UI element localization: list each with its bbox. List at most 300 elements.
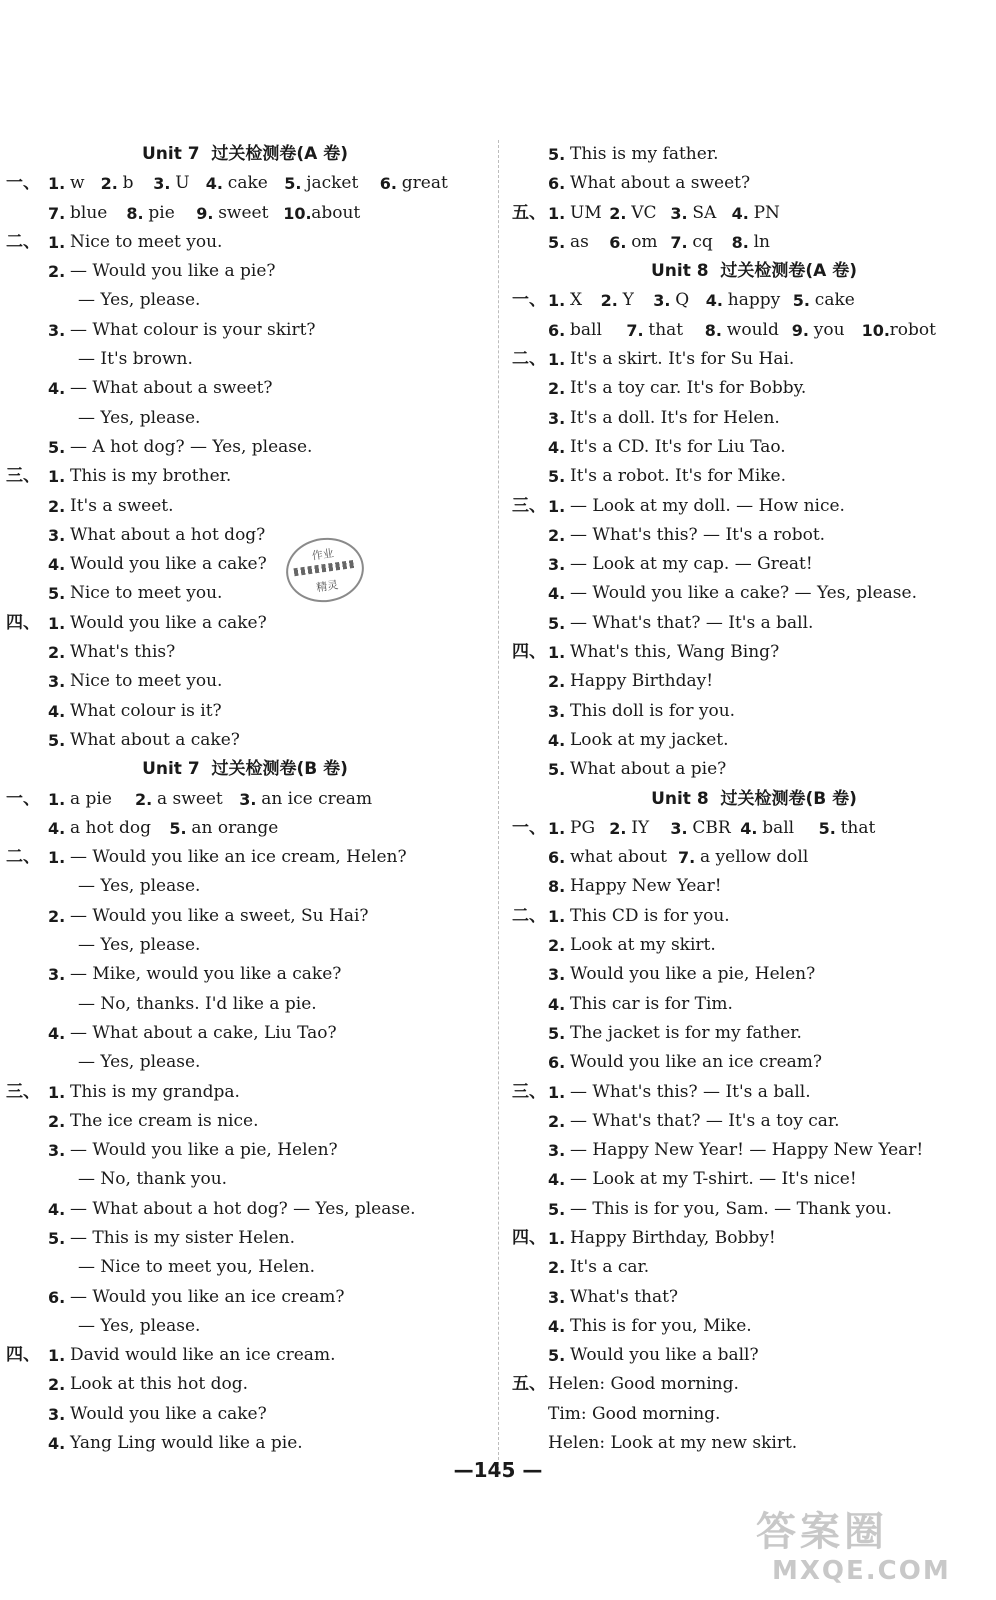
answer-line — [512, 462, 996, 491]
item-number: 5. — [548, 467, 566, 487]
item-answer-continued: — No, thank you. — [78, 1169, 228, 1190]
item-number: 2. — [600, 291, 618, 311]
answer-line — [0, 667, 490, 696]
item-number: 2. — [48, 1111, 66, 1131]
item-number: 5. — [792, 291, 811, 311]
item-answer: blue — [70, 202, 108, 223]
item-number: 2. — [548, 525, 566, 545]
item-number: 4. — [731, 203, 749, 223]
item-number: 2. — [548, 936, 566, 956]
answer-line — [512, 1283, 996, 1312]
answer-line — [0, 579, 490, 608]
item-answer: What about a cake? — [70, 729, 240, 750]
item-answer: What about a sweet? — [570, 173, 751, 194]
item-answer: that — [648, 319, 684, 340]
item-number: 3. — [548, 555, 566, 575]
answer-line — [512, 1165, 996, 1194]
answer-line — [0, 990, 490, 1019]
answer-line — [0, 169, 490, 198]
section-number: 二、 — [6, 847, 40, 868]
stamp-top-text: 作业 — [311, 546, 335, 563]
dialog-line: Helen: Look at my new skirt. — [548, 1433, 798, 1454]
item-number: 8. — [731, 232, 749, 252]
stamp-bottom-text: 精灵 — [315, 578, 340, 595]
item-answer: b — [122, 173, 134, 194]
answer-line — [512, 404, 996, 433]
item-answer: PN — [753, 202, 780, 223]
section-number: 三、 — [6, 466, 40, 487]
item-answer: VC — [631, 202, 657, 223]
dialog-line: Tim: Good morning. — [548, 1403, 721, 1424]
answer-line — [512, 1078, 996, 1107]
answer-line — [0, 1341, 490, 1370]
answer-line — [0, 228, 490, 257]
item-answer: It's a robot. It's for Mike. — [570, 466, 787, 487]
item-number: 3. — [548, 1287, 566, 1307]
watermark-logo — [746, 1500, 986, 1596]
item-answer: Would you like a pie, Helen? — [570, 964, 816, 985]
item-answer-continued: — Nice to meet you, Helen. — [78, 1257, 315, 1278]
item-number: 3. — [48, 965, 66, 985]
item-number: 4. — [48, 1199, 66, 1219]
answer-line — [512, 1195, 996, 1224]
item-number: 3. — [48, 525, 66, 545]
item-number: 6. — [379, 174, 398, 194]
item-number: 3. — [153, 174, 171, 194]
section-number: 三、 — [512, 495, 546, 516]
item-answer: — Would you like a cake? — Yes, please. — [570, 583, 917, 604]
answer-line — [512, 814, 996, 843]
answer-line — [0, 1165, 490, 1194]
item-answer: It's a skirt. It's for Su Hai. — [570, 349, 795, 370]
item-number: 4. — [48, 1434, 66, 1454]
item-answer: — What's that? — It's a toy car. — [570, 1110, 840, 1131]
item-answer: What about a pie? — [570, 759, 727, 780]
item-answer: It's a doll. It's for Helen. — [570, 407, 780, 428]
item-answer: — Happy New Year! — Happy New Year! — [570, 1140, 924, 1161]
answer-line — [0, 1107, 490, 1136]
item-answer: Happy Birthday! — [570, 671, 714, 692]
item-number: 1. — [548, 818, 566, 838]
item-number: 5. — [548, 1023, 566, 1043]
item-answer: great — [401, 173, 448, 194]
answer-line — [512, 726, 996, 755]
item-number: 5. — [169, 818, 187, 838]
answer-line — [0, 960, 490, 989]
item-answer: an ice cream — [261, 788, 373, 809]
item-number: 1. — [548, 643, 566, 663]
answer-line — [512, 1224, 996, 1253]
answer-line — [512, 1312, 996, 1341]
item-answer: — Would you like a pie? — [70, 261, 276, 282]
answer-line — [512, 872, 996, 901]
item-number: 6. — [548, 848, 566, 868]
answer-line — [512, 1370, 996, 1399]
item-number: 5. — [48, 437, 66, 457]
item-answer: about — [311, 202, 361, 223]
item-answer: jacket — [306, 173, 359, 194]
answer-line — [0, 1400, 490, 1429]
answer-line — [0, 492, 490, 521]
item-answer: robot — [889, 319, 936, 340]
item-number: 6. — [548, 1053, 566, 1073]
section-number: 五、 — [512, 202, 546, 223]
section-number: 四、 — [512, 642, 546, 663]
item-answer: — Look at my T-shirt. — It's nice! — [570, 1169, 857, 1190]
item-number: 2. — [135, 789, 153, 809]
answer-line — [0, 462, 490, 491]
item-answer: an orange — [191, 817, 279, 838]
answer-line — [0, 814, 490, 843]
answer-line — [512, 521, 996, 550]
item-answer: — Look at my cap. — Great! — [570, 554, 813, 575]
item-answer: sweet — [218, 202, 269, 223]
answer-line — [0, 726, 490, 755]
item-answer: What's this, Wang Bing? — [570, 642, 780, 663]
item-number: 4. — [548, 730, 566, 750]
answer-line — [512, 931, 996, 960]
item-answer: It's a car. — [570, 1257, 650, 1278]
answer-line — [512, 316, 996, 345]
item-number: 1. — [48, 1082, 66, 1102]
item-answer: What's this? — [70, 642, 176, 663]
answer-line — [512, 609, 996, 638]
section-number: 二、 — [512, 905, 546, 926]
item-answer: This doll is for you. — [570, 700, 736, 721]
item-number: 2. — [548, 672, 566, 692]
section-heading: Unit 8 过关检测卷(B 卷) — [651, 788, 857, 809]
item-answer: This car is for Tim. — [570, 993, 733, 1014]
answer-line — [0, 1048, 490, 1077]
item-number: 3. — [548, 965, 566, 985]
item-number: 1. — [48, 848, 66, 868]
answer-line — [512, 1400, 996, 1429]
item-answer: What about a hot dog? — [70, 524, 266, 545]
item-answer-continued: — Yes, please. — [78, 290, 201, 311]
section-number: 一、 — [512, 817, 546, 838]
item-answer: would — [726, 319, 779, 340]
item-answer: — Would you like a sweet, Su Hai? — [70, 905, 369, 926]
section-number: 三、 — [512, 1081, 546, 1102]
item-answer: Happy Birthday, Bobby! — [570, 1227, 776, 1248]
item-number: 4. — [740, 818, 758, 838]
item-answer: This is my father. — [570, 144, 719, 164]
answer-line — [0, 1224, 490, 1253]
item-answer: ball — [570, 319, 602, 340]
answer-line — [512, 492, 996, 521]
item-number: 4. — [48, 379, 66, 399]
answer-line — [0, 872, 490, 901]
item-number: 4. — [48, 701, 66, 721]
answer-line — [512, 1253, 996, 1282]
item-answer: This is my grandpa. — [70, 1081, 240, 1102]
item-number: 10. — [861, 320, 890, 340]
item-answer: Would you like a cake? — [70, 1403, 267, 1424]
item-number: 2. — [48, 496, 66, 516]
item-answer: SA — [692, 202, 717, 223]
left-column — [0, 140, 490, 1458]
answer-line — [512, 902, 996, 931]
section-number: 四、 — [6, 1345, 40, 1366]
item-answer: X — [570, 290, 583, 311]
answer-line — [0, 374, 490, 403]
item-answer: you — [813, 319, 845, 340]
item-number: 3. — [48, 1141, 66, 1161]
answer-line — [0, 1429, 490, 1458]
answer-line — [0, 550, 490, 579]
item-number: 2. — [48, 643, 66, 663]
item-answer: as — [570, 231, 589, 252]
item-number: 5. — [48, 584, 66, 604]
item-number: 2. — [609, 203, 627, 223]
item-answer: David would like an ice cream. — [70, 1345, 336, 1366]
watermark-logo-text: 答案圈 — [756, 1509, 888, 1555]
item-number: 5. — [818, 818, 836, 838]
item-number: 2. — [48, 906, 66, 926]
answer-line — [0, 1078, 490, 1107]
item-number: 1. — [548, 906, 566, 926]
item-answer: It's a sweet. — [70, 495, 174, 516]
item-number: 1. — [48, 232, 66, 252]
section-number: 五、 — [512, 1374, 546, 1395]
item-number: 3. — [670, 818, 688, 838]
item-number: 1. — [548, 1228, 566, 1248]
section-number: 一、 — [6, 788, 40, 809]
item-number: 1. — [548, 1082, 566, 1102]
item-number: 2. — [609, 818, 627, 838]
item-number: 3. — [548, 701, 566, 721]
item-answer: Would you like an ice cream? — [570, 1052, 823, 1073]
item-number: 10. — [283, 203, 312, 223]
item-answer: Would you like a cake? — [70, 554, 267, 575]
item-answer: Yang Ling would like a pie. — [70, 1433, 303, 1454]
item-number: 4. — [48, 1023, 66, 1043]
item-answer: The jacket is for my father. — [570, 1022, 802, 1043]
item-answer: — A hot dog? — Yes, please. — [70, 436, 313, 457]
item-number: 8. — [548, 877, 566, 897]
answer-line — [512, 433, 996, 462]
item-answer-continued: — Yes, please. — [78, 1315, 201, 1336]
section-number: 一、 — [512, 290, 546, 311]
item-number: 7. — [626, 320, 644, 340]
item-answer: — What about a hot dog? — Yes, please. — [70, 1198, 416, 1219]
item-number: 1. — [548, 496, 566, 516]
answer-line — [512, 755, 996, 784]
item-number: 4. — [548, 437, 566, 457]
item-answer: — This is my sister Helen. — [70, 1227, 295, 1248]
section-number: 四、 — [512, 1227, 546, 1248]
item-number: 7. — [670, 232, 688, 252]
item-number: 2. — [48, 262, 66, 282]
answer-line — [0, 1253, 490, 1282]
item-answer: Nice to meet you. — [70, 231, 223, 252]
item-number: 6. — [48, 1287, 66, 1307]
column-divider — [498, 140, 499, 1470]
item-number: 4. — [548, 994, 566, 1014]
item-answer: It's a toy car. It's for Bobby. — [570, 378, 807, 399]
item-number: 2. — [48, 1375, 66, 1395]
answer-line — [512, 1429, 996, 1458]
item-number: 3. — [48, 672, 66, 692]
item-number: 6. — [548, 320, 566, 340]
item-answer: ball — [762, 817, 795, 838]
item-number: 3. — [653, 291, 671, 311]
watermark-domain: MXQE.COM — [772, 1556, 951, 1586]
item-answer: Look at my jacket. — [570, 729, 729, 750]
answer-line — [0, 785, 490, 814]
answer-line — [0, 199, 490, 228]
answer-line — [0, 697, 490, 726]
item-answer: a sweet — [157, 788, 223, 809]
section-number: 二、 — [6, 231, 40, 252]
item-number: 5. — [548, 1199, 566, 1219]
item-answer: — Would you like an ice cream, Helen? — [70, 847, 407, 868]
answer-line — [0, 345, 490, 374]
answer-line — [512, 990, 996, 1019]
item-answer: cake — [814, 290, 855, 311]
item-number: 3. — [670, 203, 688, 223]
answer-line — [512, 169, 996, 198]
item-number: 5. — [48, 730, 66, 750]
answer-line — [512, 843, 996, 872]
item-number: 8. — [126, 203, 144, 223]
item-answer: The ice cream is nice. — [70, 1110, 259, 1131]
answer-line — [512, 697, 996, 726]
item-answer: om — [631, 231, 658, 252]
answer-line — [0, 931, 490, 960]
item-number: 1. — [548, 291, 566, 311]
answer-line — [512, 667, 996, 696]
answer-line — [512, 1136, 996, 1165]
item-answer: This CD is for you. — [570, 905, 730, 926]
answer-line — [512, 1107, 996, 1136]
item-answer: that — [840, 817, 876, 838]
item-number: 7. — [48, 203, 66, 223]
answer-line — [512, 960, 996, 989]
page-number: —145 — — [453, 1458, 543, 1482]
item-number: 1. — [48, 789, 66, 809]
answer-line — [512, 1048, 996, 1077]
answer-line — [512, 199, 996, 228]
item-answer: — Would you like an ice cream? — [70, 1286, 345, 1307]
item-number: 9. — [791, 320, 810, 340]
item-number: 1. — [48, 174, 66, 194]
item-answer-continued: — It's brown. — [78, 349, 193, 370]
section-heading: Unit 7 过关检测卷(B 卷) — [142, 759, 348, 780]
item-number: 9. — [196, 203, 214, 223]
section-number: 一、 — [6, 173, 40, 194]
item-answer: — What's that? — It's a ball. — [570, 612, 814, 633]
item-number: 5. — [548, 760, 566, 780]
answer-line — [0, 1283, 490, 1312]
item-answer: This is for you, Mike. — [570, 1315, 752, 1336]
item-answer: What's that? — [570, 1286, 679, 1307]
item-answer: ln — [753, 231, 770, 252]
right-column — [512, 140, 996, 1458]
item-answer: — This is for you, Sam. — Thank you. — [570, 1198, 892, 1219]
answer-line — [0, 316, 490, 345]
item-answer: Would you like a ball? — [570, 1345, 759, 1366]
item-number: 5. — [548, 145, 566, 164]
item-number: 3. — [548, 408, 566, 428]
item-answer: IY — [631, 817, 650, 838]
item-answer: This is my brother. — [70, 466, 232, 487]
item-number: 6. — [548, 174, 566, 194]
item-number: 3. — [548, 1141, 566, 1161]
section-number: 二、 — [512, 349, 546, 370]
item-answer: pie — [148, 202, 175, 223]
answer-line — [512, 1019, 996, 1048]
item-number: 4. — [705, 291, 724, 311]
item-number: 2. — [548, 1258, 566, 1278]
item-answer: what about — [570, 847, 667, 868]
item-answer: Look at this hot dog. — [70, 1374, 249, 1395]
item-answer: It's a CD. It's for Liu Tao. — [570, 436, 786, 457]
item-answer: — What about a cake, Liu Tao? — [70, 1022, 337, 1043]
item-answer: — Look at my doll. — How nice. — [570, 495, 845, 516]
answer-line — [512, 638, 996, 667]
item-number: 7. — [678, 848, 696, 868]
answer-line — [0, 843, 490, 872]
answer-line — [0, 1136, 490, 1165]
item-answer: cq — [692, 231, 713, 252]
item-number: 6. — [609, 232, 627, 252]
item-answer: Y — [622, 290, 634, 311]
item-answer: — What about a sweet? — [70, 378, 273, 399]
answer-line — [0, 1195, 490, 1224]
answer-line — [0, 404, 490, 433]
item-number: 4. — [548, 1316, 566, 1336]
item-number: 1. — [48, 467, 66, 487]
item-number: 4. — [205, 174, 224, 194]
item-answer-continued: — Yes, please. — [78, 876, 201, 897]
item-answer: cake — [227, 173, 268, 194]
item-number: 4. — [548, 1170, 566, 1190]
item-answer: a pie — [70, 788, 112, 809]
item-answer: a hot dog — [70, 817, 151, 838]
item-number: 2. — [100, 174, 118, 194]
item-number: 3. — [239, 789, 257, 809]
dialog-line: Helen: Good morning. — [548, 1374, 739, 1395]
item-number: 5. — [548, 232, 566, 252]
item-number: 8. — [704, 320, 723, 340]
item-answer-continued: — Yes, please. — [78, 1052, 201, 1073]
section-heading: Unit 8 过关检测卷(A 卷) — [650, 261, 858, 282]
item-answer: Happy New Year! — [570, 876, 722, 897]
item-answer: — What colour is your skirt? — [70, 319, 316, 340]
answer-line — [0, 609, 490, 638]
item-number: 5. — [548, 613, 566, 633]
item-answer: Look at my skirt. — [570, 935, 716, 956]
answer-line — [512, 140, 996, 169]
item-answer: — What's this? — It's a ball. — [570, 1081, 811, 1102]
answer-line — [0, 521, 490, 550]
item-answer-continued: — Yes, please. — [78, 407, 201, 428]
answer-line — [512, 345, 996, 374]
item-answer-continued: — Yes, please. — [78, 935, 201, 956]
answer-line — [0, 1312, 490, 1341]
item-answer: Nice to meet you. — [70, 671, 223, 692]
answer-line — [0, 1019, 490, 1048]
item-answer: Would you like a cake? — [70, 612, 267, 633]
item-number: 3. — [48, 320, 66, 340]
item-answer: — Would you like a pie, Helen? — [70, 1140, 338, 1161]
item-number: 3. — [48, 1404, 66, 1424]
item-number: 1. — [48, 1346, 66, 1366]
item-number: 5. — [284, 174, 302, 194]
answer-line — [0, 638, 490, 667]
item-answer: UM — [570, 202, 602, 223]
